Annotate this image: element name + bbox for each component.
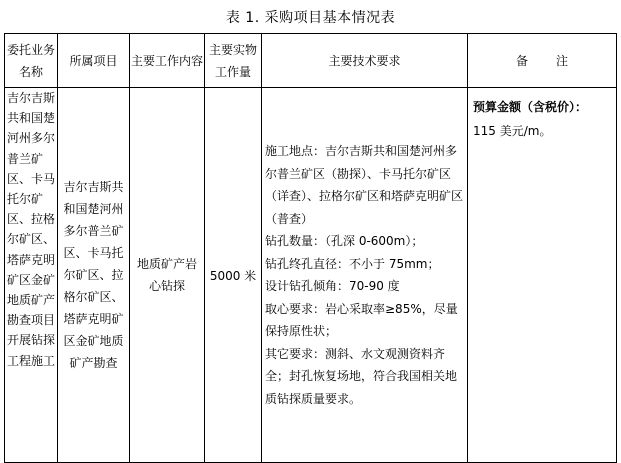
budget-value: 115 美元/m。	[473, 124, 552, 138]
procurement-table	[4, 33, 617, 463]
cell-main-work: 地质矿产岩心钻探	[130, 88, 205, 463]
header-quantity: 主要实物工作量	[205, 34, 262, 88]
tech-hole-angle: 设计钻孔倾角：70-90 度	[265, 279, 400, 293]
tech-other-requirement: 其它要求：测斜、水文观测资料齐全；封孔恢复场地，符合我国相关地质钻探质量要求。	[265, 346, 458, 406]
cell-project: 吉尔吉斯共和国楚河州多尔普兰矿区、卡马托尔矿区、拉格尔矿区、塔萨克明矿区金矿地质矿产勘查	[58, 88, 130, 463]
cell-notes	[468, 88, 617, 463]
header-tech-requirements: 主要技术要求	[262, 34, 468, 88]
tech-hole-count: 钻孔数量：（孔深 0-600m）；	[265, 234, 424, 248]
cell-client-name: 吉尔吉斯共和国楚河州多尔普兰矿区、卡马托尔矿区、拉格尔矿区、塔萨克明矿区金矿地质矿产勘查项目开展钻探工程施工	[5, 88, 58, 463]
header-notes: 备注	[468, 34, 617, 88]
header-client-name: 委托业务名称	[5, 34, 58, 88]
header-main-work: 主要工作内容	[130, 34, 205, 88]
tech-hole-diameter: 钻孔终孔直径：不小于 75mm；	[265, 256, 440, 271]
tech-site: 施工地点：吉尔吉斯共和国楚河州多尔普兰矿区（勘探）、卡马托尔矿区（详查）、拉格尔矿区和塔萨克明矿区（普查）	[265, 144, 464, 226]
header-project: 所属项目	[58, 34, 130, 88]
table-caption: 表 1. 采购项目基本情况表	[225, 10, 396, 26]
budget-label: 预算金额（含税价）：	[473, 100, 588, 114]
cell-quantity: 5000 米	[205, 88, 262, 463]
table-header-row	[5, 34, 617, 88]
tech-core-requirement: 取心要求：岩心采取率≥85%，尽量保持原性状；	[265, 301, 458, 338]
table-row	[5, 88, 617, 463]
cell-tech-requirements	[262, 88, 468, 463]
